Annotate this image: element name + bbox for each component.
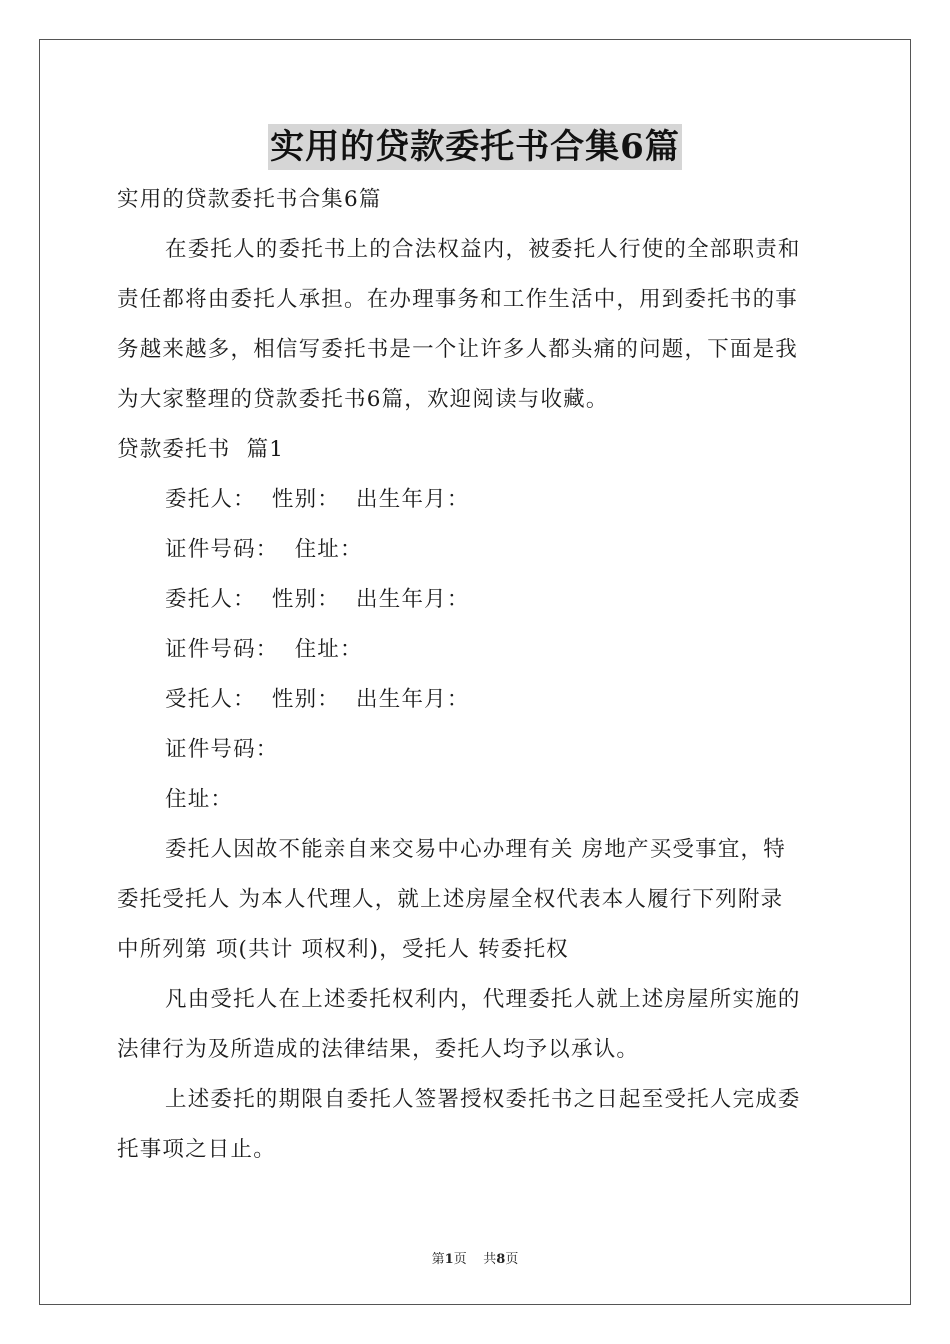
para3-line-1: 上述委托的期限自委托人签署授权委托书之日起至受托人完成委	[165, 1087, 801, 1112]
footer-page-number: 1	[444, 1252, 454, 1267]
field-agent: 受托人： 性别： 出生年月：	[165, 687, 470, 712]
para1-line-2: 委托受托人 为本人代理人，就上述房屋全权代表本人履行下列附录	[117, 887, 784, 912]
footer-page-suffix: 页	[453, 1252, 467, 1267]
intro-line-4: 为大家整理的贷款委托书6篇，欢迎阅读与收藏。	[117, 387, 609, 412]
para1-line-1: 委托人因故不能亲自来交易中心办理有关 房地产买受事宜，特	[165, 837, 786, 862]
page-footer	[0, 1248, 950, 1267]
intro-line-2: 责任都将由委托人承担。在办理事务和工作生活中，用到委托书的事	[117, 287, 799, 312]
footer-total-number: 8	[496, 1252, 506, 1267]
intro-line-3: 务越来越多，相信写委托书是一个让许多人都头痛的问题，下面是我	[117, 337, 799, 362]
field-principal-1: 委托人： 性别： 出生年月：	[165, 487, 470, 512]
document-subtitle: 实用的贷款委托书合集6篇	[117, 187, 382, 212]
field-agent-address: 住址：	[165, 787, 234, 812]
para3-line-2: 托事项之日止。	[117, 1137, 276, 1162]
document-title: 实用的贷款委托书合集6篇	[268, 124, 682, 170]
intro-line-1: 在委托人的委托书上的合法权益内，被委托人行使的全部职责和	[165, 237, 801, 262]
para2-line-2: 法律行为及所造成的法律结果，委托人均予以承认。	[117, 1037, 640, 1062]
field-id-2: 证件号码： 住址：	[165, 637, 363, 662]
title-container	[0, 124, 950, 170]
footer-total-prefix: 共	[483, 1252, 497, 1267]
para1-line-3: 中所列第 项(共计 项权利)，受托人 转委托权	[117, 937, 569, 962]
field-principal-2: 委托人： 性别： 出生年月：	[165, 587, 470, 612]
document-body	[117, 175, 833, 1175]
footer-total-suffix: 页	[505, 1252, 519, 1267]
section-heading: 贷款委托书 篇1	[117, 437, 285, 462]
para2-line-1: 凡由受托人在上述委托权利内，代理委托人就上述房屋所实施的	[165, 987, 801, 1012]
footer-page-prefix: 第	[431, 1252, 445, 1267]
field-agent-id: 证件号码：	[165, 737, 279, 762]
field-id-1: 证件号码： 住址：	[165, 537, 363, 562]
